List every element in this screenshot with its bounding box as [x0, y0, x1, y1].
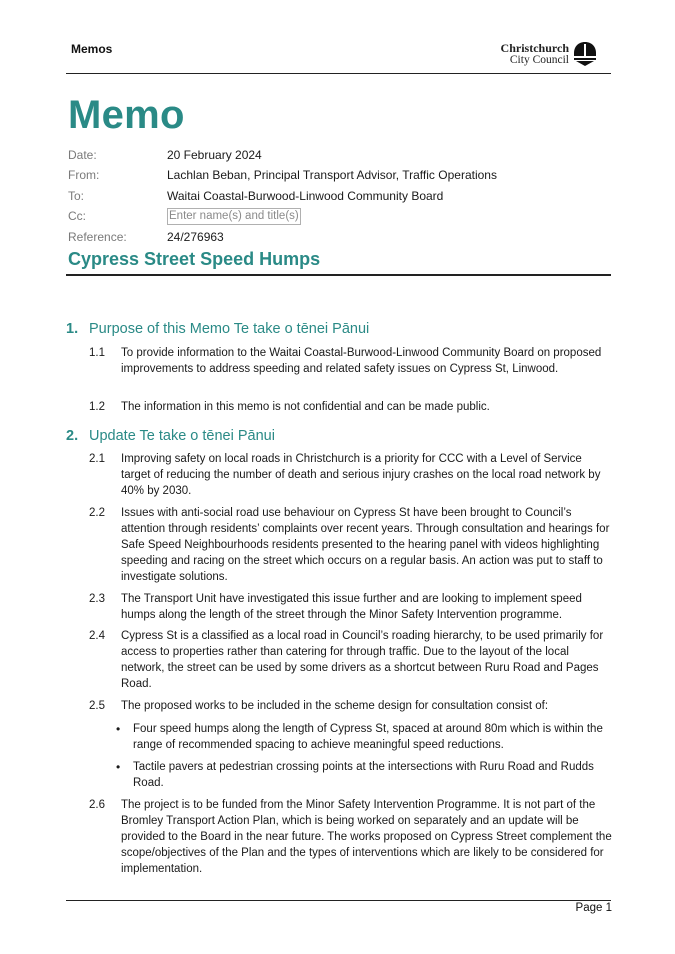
paragraph-2-3: [89, 591, 614, 623]
meta-key: Date:: [68, 148, 97, 162]
logo-line1: Christchurch: [500, 41, 569, 55]
paragraph-text: Cypress St is a classified as a local road in Council’s roading hierarchy, to be used primarily for access to properties rather than catering for through traffic. Due to the layout of the local network, the street can be used by some drivers as a shortcut between Ruru Road and Pages Road.: [121, 630, 604, 690]
paragraph-number: 2.6: [89, 799, 105, 811]
paragraph-number: 1.1: [89, 347, 105, 359]
meta-value-to: Waitai Coastal-Burwood-Linwood Community Board: [167, 188, 444, 203]
cathedral-logo-icon: [573, 41, 597, 67]
paragraph-text: The information in this memo is not confidential and can be made public.: [121, 401, 490, 413]
paragraph-2-5: [89, 698, 614, 714]
bullet-dot-icon: •: [116, 760, 121, 774]
memo-meta: [68, 146, 613, 248]
paragraph-number: 1.2: [89, 401, 105, 413]
section-number: 1.: [66, 321, 79, 337]
paragraph-2-1: [89, 451, 614, 499]
page-header: [66, 38, 611, 74]
cc-placeholder-field[interactable]: Enter name(s) and title(s): [167, 208, 301, 225]
paragraph-number: 2.4: [89, 630, 105, 642]
paragraph-1-1: [89, 345, 614, 377]
meta-key: Reference:: [68, 229, 127, 244]
meta-row-cc: [68, 207, 613, 227]
paragraph-text: To provide information to the Waitai Coastal-Burwood-Linwood Community Board on proposed improvements to address speeding and related safety issues on Cypress St, Linwood.: [121, 347, 602, 375]
bullet-dot-icon: •: [116, 722, 121, 736]
bullet-item: [116, 721, 613, 753]
paragraph-2-4: [89, 628, 614, 692]
meta-row-to: [68, 187, 613, 207]
memo-subject: Cypress Street Speed Humps: [68, 249, 321, 269]
meta-key: From:: [68, 168, 100, 183]
section-title: Purpose of this Memo Te take o tēnei Pānui: [89, 321, 370, 337]
section-heading-update: [66, 428, 275, 444]
bullet-text: Tactile pavers at pedestrian crossing points at the intersections with Ruru Road and Rudds Road.: [133, 761, 594, 789]
paragraph-number: 2.3: [89, 593, 105, 605]
paragraph-2-2: [89, 505, 614, 585]
memo-title: Memo: [68, 93, 185, 137]
paragraph-number: 2.5: [89, 700, 105, 712]
meta-row-reference: [68, 228, 613, 248]
paragraph-text: Improving safety on local roads in Christchurch is a priority for CCC with a Level of Service target of reducing the number of death and serious injury crashes on the local road network by 40% by 2030.: [121, 453, 601, 497]
paragraph-text: Issues with anti-social road use behaviour on Cypress St have been brought to Council’s attention through residents’ complaints over recent years. Through consultation and hearings for Safe Speed Neighbourhoods residents presented to the hearing panel with videos highlighting speeding and racing on the street which occurs on a regular basis. An action was put to staff to investigate solutions.: [121, 507, 610, 583]
meta-key: To:: [68, 188, 85, 203]
meta-value-reference: 24/276963: [167, 229, 224, 244]
section-number: 2.: [66, 428, 79, 444]
header-label: Memos: [71, 42, 113, 56]
paragraph-text: The proposed works to be included in the scheme design for consultation consist of:: [121, 700, 549, 712]
paragraph-number: 2.1: [89, 453, 105, 465]
paragraph-1-2: [89, 399, 614, 415]
header-divider: [66, 73, 611, 74]
meta-value-date: 20 February 2024: [167, 148, 262, 162]
paragraph-text: The Transport Unit have investigated this issue further and are looking to implement speed humps along the length of the street through the Minor Safety Intervention programme.: [121, 593, 582, 621]
page-number: Page 1: [575, 902, 612, 914]
paragraph-number: 2.2: [89, 507, 105, 519]
section-title: Update Te take o tēnei Pānui: [89, 428, 275, 444]
bullet-item: [116, 759, 613, 791]
meta-key: Cc:: [68, 209, 86, 224]
bullet-text: Four speed humps along the length of Cypress St, spaced at around 80m which is within the range of recommended spacing to achieve meaningful speed reductions.: [133, 723, 603, 751]
meta-row-from: [68, 166, 613, 186]
subject-divider: [66, 274, 611, 276]
logo-line2: City Council: [509, 54, 569, 66]
meta-row-date: [68, 146, 613, 166]
footer-divider: [66, 900, 611, 901]
paragraph-text: The project is to be funded from the Minor Safety Intervention Programme. It is not part of the Bromley Transport Action Plan, which is being worked on separately and an update will be provided to the Board in the near future. The works proposed on Cypress Street complement the scope/objectives of the Plan and the types of interventions which are likely to be considered for implementation.: [121, 799, 612, 875]
meta-value-from: Lachlan Beban, Principal Transport Advisor, Traffic Operations: [167, 168, 497, 183]
section-heading-purpose: [66, 321, 369, 337]
paragraph-2-6: [89, 797, 614, 877]
council-logo: [501, 38, 597, 70]
